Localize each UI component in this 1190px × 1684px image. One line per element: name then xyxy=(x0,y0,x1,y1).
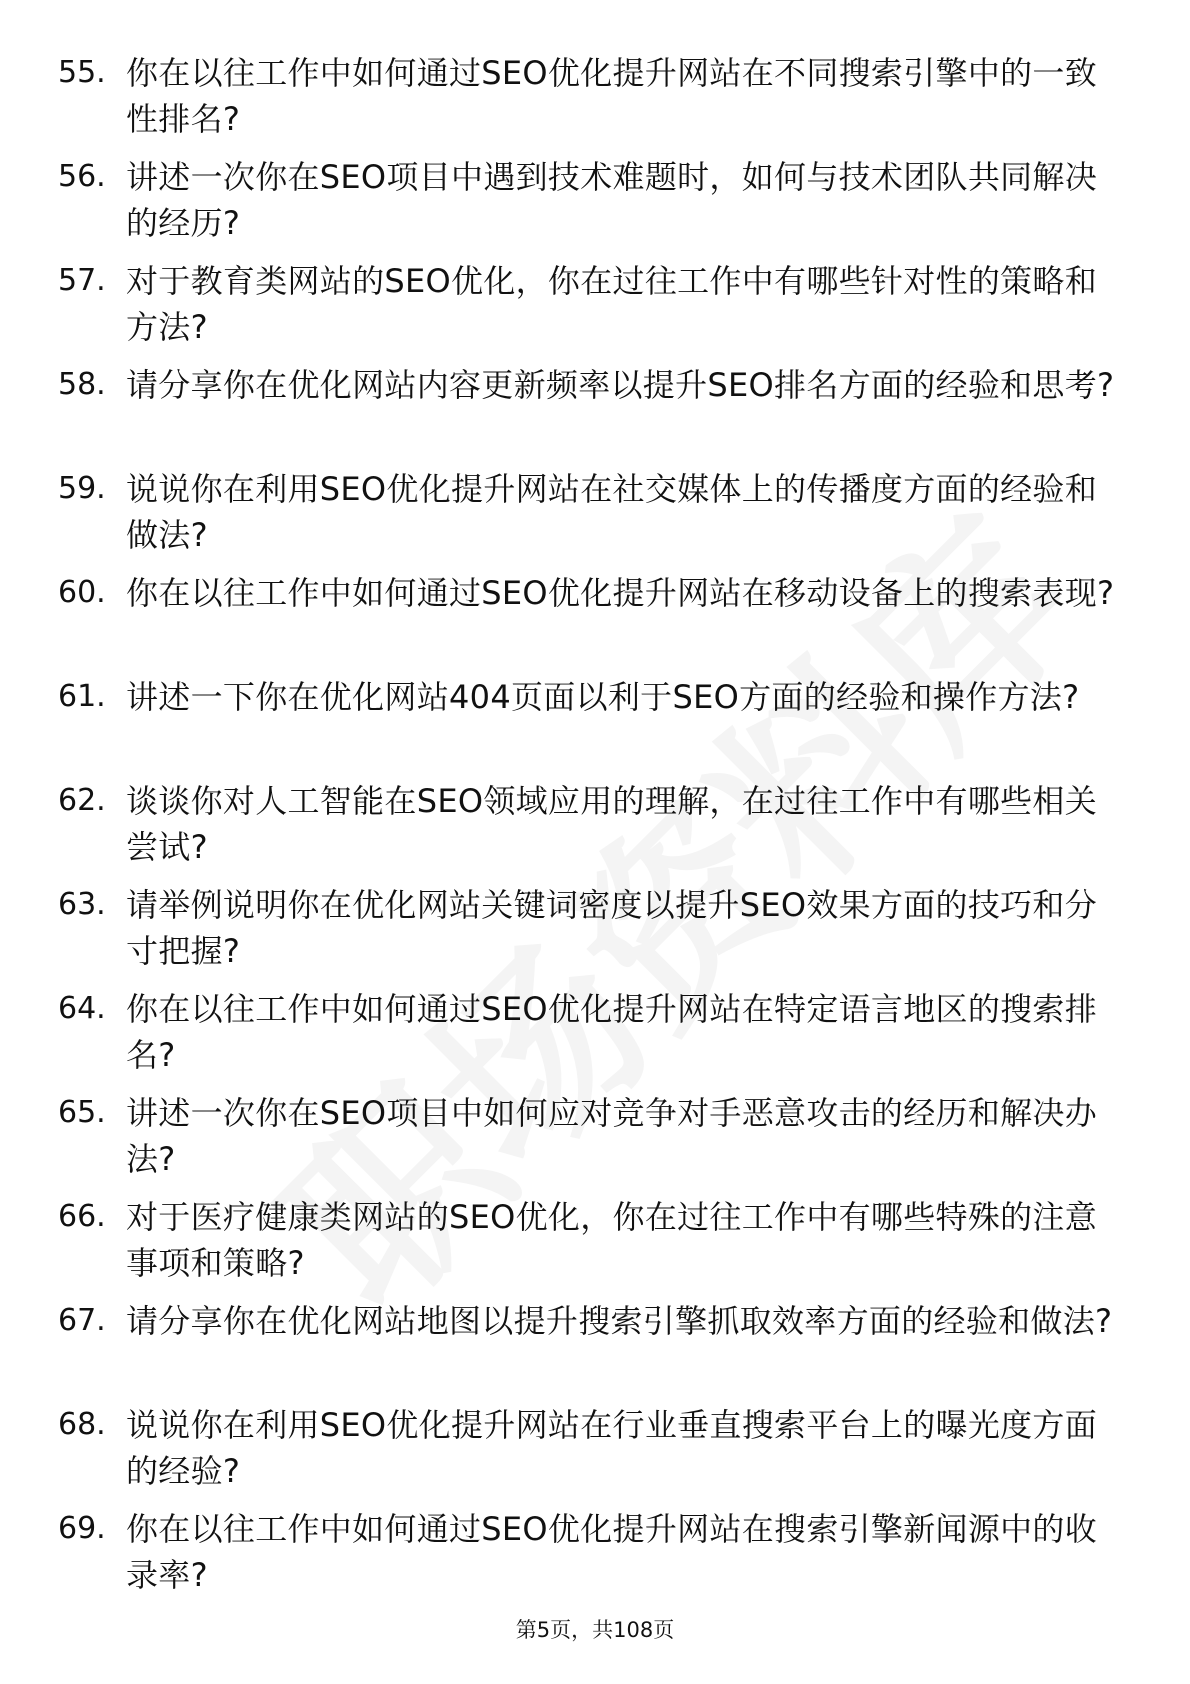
question-number: 63. xyxy=(58,887,106,922)
question-number: 67. xyxy=(58,1303,106,1338)
question-item xyxy=(58,466,1118,570)
question-item xyxy=(58,674,1118,778)
question-list xyxy=(58,50,1118,1610)
question-text: 对于教育类网站的SEO优化，你在过往工作中有哪些针对性的策略和方法? xyxy=(126,262,1098,346)
question-item xyxy=(58,362,1118,466)
question-number: 61. xyxy=(58,679,106,714)
question-item xyxy=(58,778,1118,882)
question-number: 69. xyxy=(58,1511,106,1546)
question-text: 你在以往工作中如何通过SEO优化提升网站在不同搜索引擎中的一致性排名? xyxy=(126,54,1098,138)
question-item xyxy=(58,570,1118,674)
question-number: 64. xyxy=(58,991,106,1026)
question-item xyxy=(58,258,1118,362)
question-number: 65. xyxy=(58,1095,106,1130)
question-text: 请分享你在优化网站地图以提升搜索引擎抓取效率方面的经验和做法? xyxy=(126,1302,1113,1340)
question-text: 请举例说明你在优化网站关键词密度以提升SEO效果方面的技巧和分寸把握? xyxy=(126,886,1098,970)
question-number: 57. xyxy=(58,263,106,298)
question-text: 讲述一次你在SEO项目中如何应对竞争对手恶意攻击的经历和解决办法? xyxy=(126,1094,1098,1178)
question-number: 60. xyxy=(58,575,106,610)
question-item xyxy=(58,1194,1118,1298)
question-item xyxy=(58,1090,1118,1194)
question-text: 说说你在利用SEO优化提升网站在行业垂直搜索平台上的曝光度方面的经验? xyxy=(126,1406,1098,1490)
question-number: 68. xyxy=(58,1407,106,1442)
question-text: 你在以往工作中如何通过SEO优化提升网站在特定语言地区的搜索排名? xyxy=(126,990,1098,1074)
question-item xyxy=(58,154,1118,258)
question-item xyxy=(58,1298,1118,1402)
page-number-label: 第5页，共108页 xyxy=(515,1618,675,1642)
question-text: 请分享你在优化网站内容更新频率以提升SEO排名方面的经验和思考? xyxy=(126,366,1115,404)
question-item xyxy=(58,1402,1118,1506)
question-number: 58. xyxy=(58,367,106,402)
question-item xyxy=(58,50,1118,154)
question-text: 说说你在利用SEO优化提升网站在社交媒体上的传播度方面的经验和做法? xyxy=(126,470,1098,554)
question-text: 对于医疗健康类网站的SEO优化，你在过往工作中有哪些特殊的注意事项和策略? xyxy=(126,1198,1098,1282)
question-number: 62. xyxy=(58,783,106,818)
question-text: 讲述一下你在优化网站404页面以利于SEO方面的经验和操作方法? xyxy=(126,678,1080,716)
question-text: 你在以往工作中如何通过SEO优化提升网站在搜索引擎新闻源中的收录率? xyxy=(126,1510,1098,1594)
question-item xyxy=(58,882,1118,986)
question-text: 讲述一次你在SEO项目中遇到技术难题时，如何与技术团队共同解决的经历? xyxy=(126,158,1098,242)
question-number: 59. xyxy=(58,471,106,506)
question-number: 56. xyxy=(58,159,106,194)
question-item xyxy=(58,986,1118,1090)
page-footer xyxy=(0,1616,1190,1644)
question-number: 55. xyxy=(58,55,106,90)
question-number: 66. xyxy=(58,1199,106,1234)
question-item xyxy=(58,1506,1118,1610)
question-text: 谈谈你对人工智能在SEO领域应用的理解，在过往工作中有哪些相关尝试? xyxy=(126,782,1098,866)
question-text: 你在以往工作中如何通过SEO优化提升网站在移动设备上的搜索表现? xyxy=(126,574,1115,612)
